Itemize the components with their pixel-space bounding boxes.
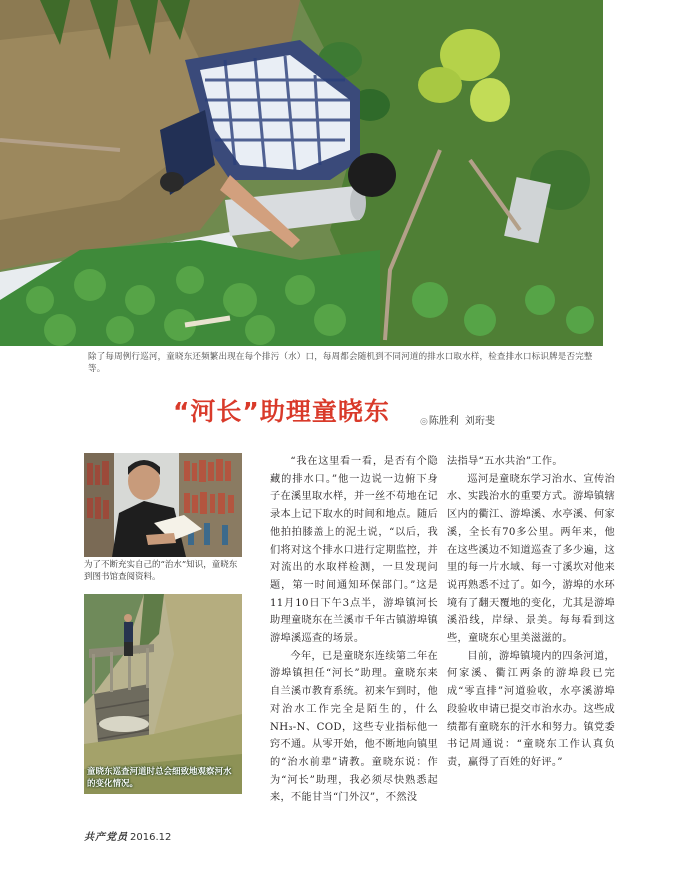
issue-number: 2016.12 <box>130 832 172 843</box>
paragraph: “我在这里看一看，是否有个隐藏的排水口。”他一边说一边俯下身子在溪里取水样，并一丝不苟地在记录本上记下取水的时间和地点。随后他拍拍膝盖上的泥土说，“以后，我们将对这个排水口进行定期监控，并对流出的水取样检测，一旦发现问题，第一时间通知环保部门。”这是11月10日下午3点半，游埠镇河长助理童晓东在兰溪市千年古镇游埠镇游埠溪巡查的场景。 <box>270 456 438 645</box>
river-photo-caption: 童晓东巡查河道时总会细致地观察河水的变化情况。 <box>87 767 232 789</box>
hero-caption: 除了每周例行巡河，童晓东还频繁出现在每个排污（水）口，每周都会随机到不同河道的排水口取水样，检查排水口标识牌是否完整等。 <box>88 352 593 374</box>
page-footer <box>84 828 171 843</box>
author-name: 刘珩斐 <box>464 416 495 427</box>
article-authors <box>420 412 501 427</box>
paragraph: 目前，游埠镇境内的四条河道，何家溪、衢江两条的游埠段已完成“零直排”河道验收，水亭溪游埠段验收申请已提交市治水办。这些成绩都有童晓东的汗水和努力。镇党委书记周通说：“童晓东工作认真负责，赢得了百姓的好评。” <box>447 650 615 768</box>
library-photo-caption: 为了不断充实自己的“治水”知识，童晓东到图书馆查阅资料。 <box>84 560 238 582</box>
article-column-1 <box>270 453 438 807</box>
library-photo <box>84 453 242 557</box>
magazine-name: 共产党员 <box>84 832 128 843</box>
article-title: “河长”助理童晓东 <box>173 397 390 426</box>
article-column-2 <box>447 453 615 772</box>
river-photo <box>84 594 242 794</box>
paragraph: 今年，已是童晓东连续第二年在游埠镇担任“河长”助理。童晓东来自兰溪市教育系统。初来乍到时，他对治水工作完全是陌生的，什么NH₃-N、COD，这些专业指标他一窍不通。从零开始，他不断地向镇里的“治水前辈”请教。童晓东说：作为“河长”助理，我必须尽快熟悉起来，不能甘当“门外汉”，不然没 <box>270 650 438 804</box>
paragraph: 巡河是童晓东学习治水、宣传治水、实践治水的重要方式。游埠镇辖区内的衢江、游埠溪、水亭溪、何家溪，全长有70多公里。两年来，他在这些溪边不知道巡查了多少遍，这里的每一片水域、每一寸溪坎对他来说再熟悉不过了。如今，游埠的水环境有了翻天覆地的变化，尤其是游埠溪沿线，岸绿、景美。每每看到这些，童晓东心里美滋滋的。 <box>447 473 615 645</box>
author-name: 陈胜利 <box>428 416 459 427</box>
paragraph: 法指导“五水共治”工作。 <box>447 456 563 467</box>
hero-photo <box>0 0 603 346</box>
author-marker-icon: ◎ <box>420 417 428 427</box>
